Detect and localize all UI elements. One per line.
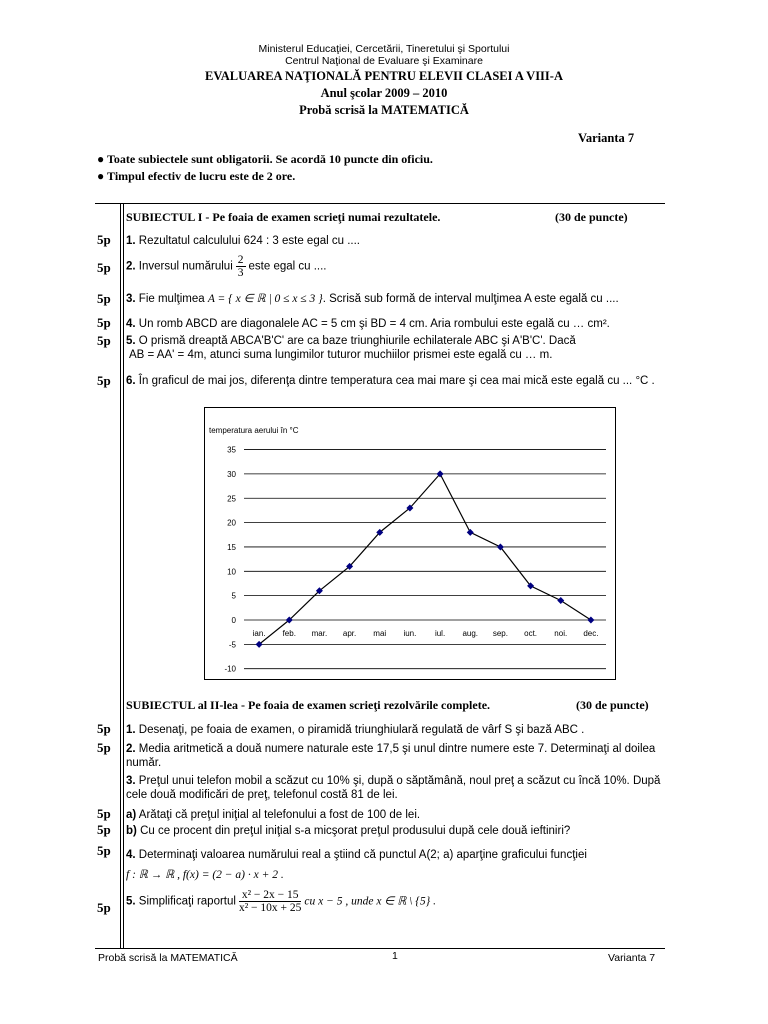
x-tick-label: apr. (342, 629, 357, 638)
q1-points: 5p (97, 232, 111, 247)
q5-points: 5p (97, 333, 111, 348)
x-tick-label: mar. (311, 629, 328, 638)
y-tick-label: 0 (231, 616, 236, 625)
s1-question-6: 6. În graficul de mai jos, diferenţa dintre temperatura cea mai mare şi cea mai mică este egală cu ... °C . (126, 375, 655, 387)
x-tick-label: mai (373, 629, 387, 638)
section1-points: (30 de puncte) (555, 210, 628, 224)
x-tick-label: iun. (403, 629, 417, 638)
x-tick-label: oct. (524, 629, 538, 638)
y-tick-label: 30 (227, 469, 236, 479)
y-tick-label: 5 (231, 591, 236, 601)
school-year: Anul şcolar 2009 – 2010 (320, 86, 448, 100)
s2q3a-points: 5p (97, 806, 111, 821)
x-tick-label: aug. (462, 629, 479, 638)
x-tick-label: sep. (492, 629, 508, 638)
s2-question-3a: a) Arătaţi că preţul iniţial al telefonului a fost de 100 de lei. (126, 809, 421, 821)
q4-points: 5p (97, 315, 111, 330)
s2-question-1: 1. Desenaţi, pe foaia de examen, o piramidă triunghiulară regulată de vârf S şi bază ABC . (126, 724, 585, 736)
y-tick-label: 20 (227, 518, 236, 528)
instruction-2: ● Timpul efectiv de lucru este de 2 ore. (97, 169, 296, 183)
s2-question-4: 4. Determinaţi valoarea numărului real a ştiind că punctul A(2; a) aparţine graficului funcţiei f : ℝ → ℝ , f(x) = (2 − a) · x + 2 . (126, 849, 587, 881)
page-number: 1 (392, 950, 398, 962)
y-tick-label: -5 (228, 640, 236, 650)
s2q4-points: 5p (97, 843, 111, 858)
s2-question-3: 3. Preţul unui telefon mobil a scăzut cu 10% şi, după o săptămână, noul preţ a scăzut cu încă 10%. După cele două modificări de preţ, telefonul costă 81 de lei. (126, 775, 661, 801)
s1-question-4: 4. Un romb ABCD are diagonalele AC = 5 cm şi BD = 4 cm. Aria rombului este egală cu … cm². (126, 318, 610, 330)
x-tick-label: noi. (554, 629, 568, 638)
exam-title: EVALUAREA NAŢIONALĂ PENTRU ELEVII CLASEI A VIII-A (205, 69, 563, 83)
s2q2-points: 5p (97, 740, 111, 755)
y-tick-label: 15 (227, 542, 236, 552)
y-tick-label: 25 (227, 494, 236, 504)
center-name: Centrul Naţional de Evaluare şi Examinare (285, 55, 483, 67)
section1-title: SUBIECTUL I - Pe foaia de examen scrieţi numai rezultatele. (126, 210, 441, 224)
x-tick-label: dec. (583, 629, 599, 638)
footer-variant: Varianta 7 (608, 952, 656, 964)
s2-question-5: 5. Simplificaţi raportul $\frac{\text{x² − 2x − 15}}{\text{x² − 10x + 25}}$ cu x − 5 , unde x ∈ ℝ \ {5} . (126, 889, 436, 914)
instruction-1: ● Toate subiectele sunt obligatorii. Se acordă 10 puncte din oficiu. (97, 152, 433, 166)
s2q5-points: 5p (97, 900, 111, 915)
left-rule-inner (123, 203, 124, 948)
section2-points: (30 de puncte) (576, 698, 649, 712)
x-tick-label: ian. (252, 629, 266, 638)
s1-question-2: 2. Inversul numărului $\frac{2}{3}$ este egal cu .... (126, 254, 327, 279)
s2q3b-points: 5p (97, 822, 111, 837)
s2-question-2: 2. Media aritmetică a două numere naturale este 17,5 şi unul dintre numere este 7. Determinaţi al doilea număr. (126, 743, 656, 769)
s1-question-5: 5. O prismă dreaptă ABCA'B'C' are ca baze triunghiurile echilaterale ABC şi A'B'C'. Dacă AB = AA' = 4m, atunci suma lungimilor tuturor muchiilor prismei este egală cu … m. (126, 335, 576, 361)
footer-subject: Probă scrisă la MATEMATICĂ (98, 952, 238, 964)
bottom-rule (95, 948, 665, 949)
s2-question-3b: b) Cu ce procent din preţul iniţial s-a micşorat preţul produsului după cele două ieftiniri? (126, 825, 571, 837)
exam-subject: Probă scrisă la MATEMATICĂ (299, 103, 469, 117)
s2q1-points: 5p (97, 721, 111, 736)
s1-question-3: 3. Fie mulţimea A = { x ∈ ℝ | 0 ≤ x ≤ 3 }. Scrisă sub formă de interval mulţimea A este egală cu .... (126, 293, 619, 305)
section2-title: SUBIECTUL al II-lea - Pe foaia de examen scrieţi rezolvările complete. (126, 698, 491, 712)
q3-points: 5p (97, 291, 111, 306)
q2-points: 5p (97, 260, 111, 275)
x-tick-label: iul. (434, 629, 446, 638)
s1-question-1: 1. Rezultatul calculului 624 : 3 este egal cu .... (126, 235, 360, 247)
x-tick-label: feb. (282, 629, 296, 638)
y-tick-label: -10 (224, 664, 236, 674)
variant-label: Varianta 7 (578, 131, 635, 145)
ministry-name: Ministerul Educaţiei, Cercetării, Tineretului şi Sportului (258, 43, 510, 55)
q6-points: 5p (97, 373, 111, 388)
chart-title: temperatura aerului în °C (209, 426, 299, 435)
top-rule (95, 203, 665, 204)
temperature-chart (204, 407, 616, 680)
left-rule-outer (120, 203, 121, 948)
y-tick-label: 10 (227, 567, 236, 577)
y-tick-label: 35 (227, 445, 236, 455)
